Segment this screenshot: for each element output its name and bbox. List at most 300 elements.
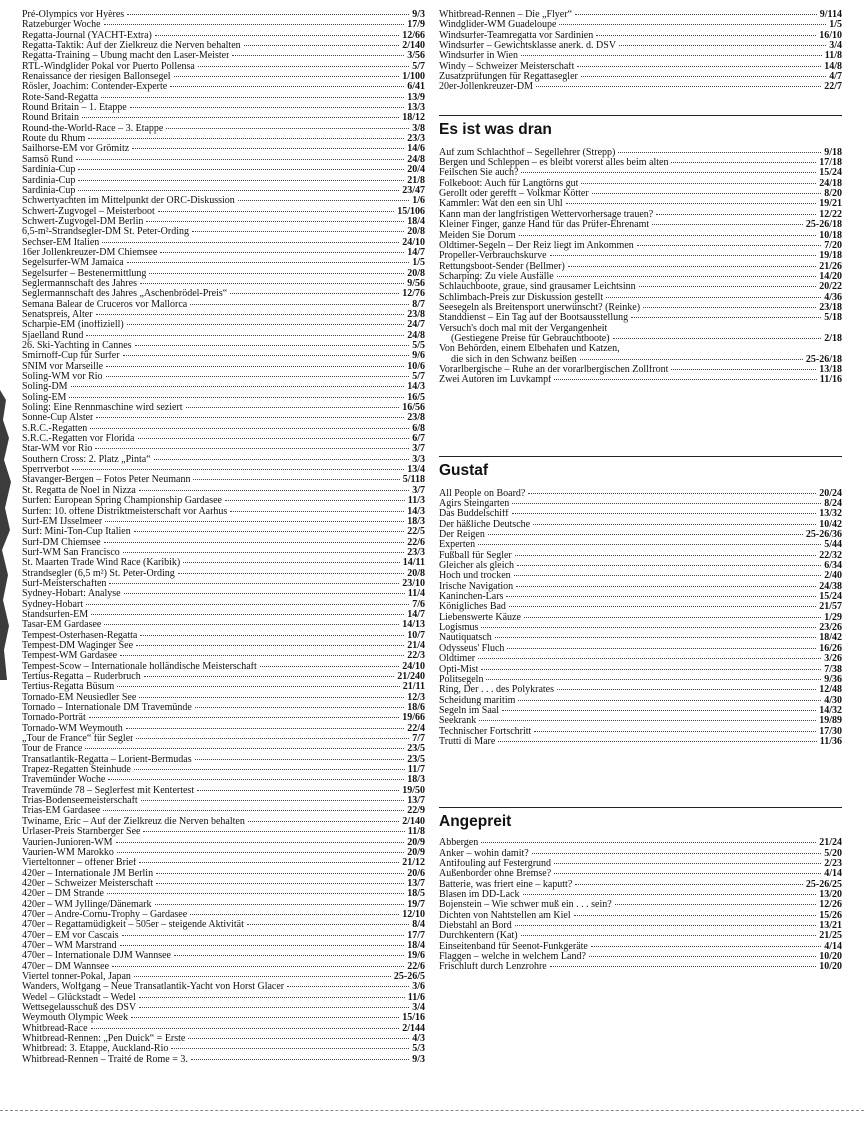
dot-leader — [134, 976, 391, 977]
issue-page-number: 21/57 — [819, 602, 842, 613]
issue-page-number: 18/6 — [407, 703, 425, 714]
index-entry — [22, 269, 425, 279]
index-entry — [439, 551, 842, 561]
index-entry — [22, 20, 425, 30]
dot-leader — [197, 790, 399, 791]
entry-title: Seekrank — [439, 716, 477, 727]
dot-leader — [592, 193, 822, 194]
dot-leader — [96, 417, 404, 418]
index-entry — [439, 272, 842, 282]
entry-title: 16er Jollenkreuzer-DM Chiemsee — [22, 247, 158, 258]
dot-leader — [174, 76, 400, 77]
issue-page-number: 3/56 — [407, 51, 425, 62]
index-entry — [439, 148, 842, 158]
dot-leader — [523, 894, 817, 895]
section-angepreit — [439, 807, 842, 972]
index-entry — [439, 20, 842, 30]
dot-leader — [89, 717, 399, 718]
dot-leader — [190, 914, 399, 915]
index-entry — [439, 644, 842, 654]
entry-title: Trapez-Regatten Steinhude — [22, 765, 131, 776]
entry-title: Tempest-WM Gardasee — [22, 651, 118, 662]
entry-title: Propeller-Verbrauchskurve — [439, 251, 547, 262]
issue-page-number: 25-26/18 — [805, 220, 842, 231]
dot-leader — [72, 469, 404, 470]
index-entry — [22, 155, 425, 165]
entry-title: Standdienst – Ein Tag auf der Bootsausstellung — [439, 313, 629, 324]
entry-title: Tour de France — [22, 744, 83, 755]
index-entry — [22, 579, 425, 589]
entry-title: Surfen: European Spring Championship Gardasee — [22, 496, 222, 507]
dot-leader — [144, 676, 395, 677]
issue-page-number: 15/16 — [402, 1013, 425, 1024]
index-entry — [22, 144, 425, 154]
dot-leader — [127, 262, 410, 263]
issue-page-number: 11/7 — [407, 765, 425, 776]
index-entry — [439, 82, 842, 92]
index-entry — [439, 262, 842, 272]
issue-page-number: 15/24 — [819, 592, 842, 603]
dot-leader — [486, 679, 821, 680]
dot-leader — [95, 448, 409, 449]
issue-page-number: 9/114 — [819, 10, 842, 20]
issue-page-number: 4/3 — [412, 1034, 425, 1045]
issue-page-number: 3/3 — [412, 454, 425, 465]
issue-page-number: 18/4 — [407, 216, 425, 227]
dot-leader — [107, 893, 404, 894]
entry-title: Rösler, Joachim: Contender-Experte — [22, 82, 168, 93]
issue-page-number: 1/6 — [412, 196, 425, 207]
dot-leader — [112, 966, 404, 967]
dot-leader — [512, 513, 817, 514]
index-entry — [22, 93, 425, 103]
entry-title: Windy – Schweizer Meisterschaft — [439, 61, 575, 72]
issue-page-number: 12/66 — [402, 30, 425, 41]
index-entry — [439, 665, 842, 675]
entry-title: Sjaelland Rund — [22, 330, 84, 341]
entry-title: Einseitenband für Seenot-Funkgeräte — [439, 941, 588, 952]
entry-title: Surf-EM IJsselmeer — [22, 516, 103, 527]
issue-page-number: 24/10 — [402, 237, 425, 248]
issue-page-number: 19/66 — [402, 713, 425, 724]
issue-page-number: 24/8 — [407, 330, 425, 341]
entry-title: Segelsurfer – Bestenermittlung — [22, 268, 147, 279]
index-entry — [439, 571, 842, 581]
dot-leader — [149, 273, 404, 274]
index-entry — [22, 806, 425, 816]
issue-page-number: 14/7 — [407, 609, 425, 620]
index-entry — [22, 1003, 425, 1013]
dot-leader — [108, 779, 404, 780]
entry-title: Von Behörden, einem Elbehafen und Katzen, — [439, 344, 620, 355]
issue-page-number: 8/20 — [824, 189, 842, 200]
entry-title: Southern Cross: 2. Platz „Pinta“ — [22, 454, 151, 465]
dot-leader — [104, 24, 405, 25]
entry-title: Rettungsboot-Sender (Bellmer) — [439, 261, 565, 272]
dot-leader — [554, 873, 821, 874]
entry-title: Windsurfer in Wien — [439, 51, 518, 62]
entry-title: Tornado-WM Weymouth — [22, 723, 123, 734]
dot-leader — [123, 355, 410, 356]
dot-leader — [481, 669, 821, 670]
entry-title: Schlimbach-Preis zur Diskussion gestellt — [439, 292, 604, 303]
issue-page-number: 23/5 — [407, 754, 425, 765]
index-entry — [22, 713, 425, 723]
dot-leader — [515, 555, 816, 556]
issue-page-number: 6/41 — [407, 82, 425, 93]
section-list — [439, 838, 842, 972]
dot-leader — [615, 904, 817, 905]
index-entry — [22, 486, 425, 496]
entry-title: Twiname, Eric – Auf der Zielkreuz die Nerven behalten — [22, 816, 245, 827]
entry-title: Surfen: 10. offene Distriktmeisterschaft vor Aarhus — [22, 506, 228, 517]
index-entry — [22, 196, 425, 206]
index-entry — [439, 849, 842, 859]
index-entry — [22, 693, 425, 703]
issue-page-number: 21/4 — [407, 640, 425, 651]
entry-title: S.R.C.-Regatten — [22, 423, 88, 434]
index-entry — [439, 375, 842, 385]
dot-leader — [637, 245, 821, 246]
issue-page-number: 20/6 — [407, 868, 425, 879]
index-entry — [22, 641, 425, 651]
index-entry — [439, 706, 842, 716]
entry-title: Viertel tonner-Pokal, Japan — [22, 971, 131, 982]
index-entry — [22, 631, 425, 641]
index-entry — [22, 413, 425, 423]
dot-leader — [512, 503, 821, 504]
entry-title: Regatta-Taktik: Auf der Zielkreuz die Nerven behalten — [22, 41, 241, 52]
dot-leader — [91, 1028, 400, 1029]
issue-page-number: 21/240 — [397, 672, 425, 682]
entry-title: Außenborder ohne Bremse? — [439, 869, 552, 880]
entry-title: Batterie, was friert eine – kaputt? — [439, 879, 573, 890]
dot-leader — [502, 710, 816, 711]
dot-leader — [478, 658, 821, 659]
dot-leader — [174, 955, 404, 956]
issue-page-number: 24/18 — [819, 178, 842, 189]
entry-title: Sydney-Hobart — [22, 599, 84, 610]
index-entry — [22, 51, 425, 61]
dot-leader — [532, 853, 822, 854]
entry-title: 420er – WM Jyllinge/Dänemark — [22, 899, 152, 910]
issue-page-number: 9/6 — [412, 351, 425, 362]
entry-title: Whitbread: 3. Etappe, Auckland-Rio — [22, 1044, 169, 1055]
issue-page-number: 20/8 — [407, 268, 425, 279]
dot-leader — [90, 428, 409, 429]
entry-title: Round Britain — [22, 113, 79, 124]
issue-page-number: 6/34 — [824, 561, 842, 572]
issue-page-number: 18/4 — [407, 940, 425, 951]
issue-page-number: 14/6 — [407, 144, 425, 155]
entry-title: Diebstahl an Bord — [439, 921, 512, 931]
index-entry — [22, 703, 425, 713]
index-entry — [22, 403, 425, 413]
issue-page-number: 15/106 — [397, 206, 425, 217]
index-entry — [439, 179, 842, 189]
index-entry — [22, 951, 425, 961]
entry-title: 470er – WM Marstrand — [22, 940, 117, 951]
issue-page-number: 14/20 — [819, 271, 842, 282]
issue-page-number: 24/10 — [402, 661, 425, 672]
index-entry — [22, 941, 425, 951]
dot-leader — [631, 317, 821, 318]
entry-title: Ägirs Steingarten — [439, 499, 510, 509]
entry-title: Schlauchboote, graue, sind grausamer Leichtsinn — [439, 282, 636, 293]
dot-leader — [116, 842, 405, 843]
dot-leader — [120, 945, 405, 946]
dot-leader — [69, 397, 404, 398]
entry-title: Strandsegler (6,5 m²) St. Peter-Ording — [22, 568, 175, 579]
index-entry — [439, 880, 842, 890]
entry-title: Transatlantik-Regatta – Lorient-Bermudas — [22, 754, 192, 765]
dot-leader — [506, 596, 816, 597]
right-index-column — [439, 10, 842, 973]
dot-leader — [139, 490, 409, 491]
index-entry — [439, 293, 842, 303]
dot-leader — [138, 438, 410, 439]
dot-leader — [618, 152, 821, 153]
issue-page-number: 13/20 — [819, 889, 842, 900]
issue-page-number: 24/7 — [407, 320, 425, 331]
dot-leader — [517, 565, 821, 566]
entry-title: Trutti di Mare — [439, 736, 496, 747]
dot-leader — [536, 86, 821, 87]
dot-leader — [574, 915, 817, 916]
index-entry — [22, 1055, 425, 1065]
entry-title: Whitbread-Race — [22, 1023, 88, 1034]
issue-page-number: 13/32 — [819, 509, 842, 520]
issue-page-number: 13/9 — [407, 92, 425, 103]
entry-title: Vierteltonner – offener Brief — [22, 858, 137, 869]
section-rule — [439, 115, 842, 116]
issue-page-number: 9/3 — [412, 10, 425, 20]
dot-leader — [557, 689, 816, 690]
entry-title: Tertius-Regatta – Ruderbruch — [22, 672, 141, 682]
entry-title: Surf-DM Chiemsee — [22, 537, 101, 548]
dot-leader — [155, 35, 399, 36]
dot-leader — [230, 511, 404, 512]
index-entry — [439, 592, 842, 602]
index-entry — [22, 848, 425, 858]
index-entry — [22, 300, 425, 310]
issue-page-number: 4/7 — [829, 72, 842, 83]
index-entry — [22, 538, 425, 548]
issue-page-number: 8/24 — [824, 499, 842, 509]
index-entry — [22, 103, 425, 113]
dot-leader — [575, 884, 803, 885]
index-entry — [439, 220, 842, 230]
index-entry — [439, 31, 842, 41]
entry-title: Schwert-Zugvogel – Meisterboot — [22, 206, 155, 217]
dot-leader — [76, 159, 404, 160]
dot-leader — [550, 255, 817, 256]
entry-title: Königliches Bad — [439, 602, 506, 613]
entry-title: Anker – wohin damit? — [439, 848, 529, 859]
dot-leader — [495, 637, 816, 638]
issue-page-number: 3/6 — [412, 982, 425, 993]
index-entry — [439, 189, 842, 199]
index-entry — [22, 879, 425, 889]
issue-page-number: 18/42 — [819, 633, 842, 644]
entry-title: Wettsegelausschuß des DSV — [22, 1003, 137, 1013]
dot-leader — [183, 562, 399, 563]
issue-page-number: 9/18 — [824, 147, 842, 158]
index-entry — [22, 444, 425, 454]
index-entry — [22, 1044, 425, 1054]
dot-leader — [528, 493, 816, 494]
entry-title: Tasar-EM Gardasee — [22, 620, 102, 631]
entry-title: Sonne-Cup Alster — [22, 413, 94, 424]
entry-title: Kleiner Finger, ganze Hand für das Prüfer-Ehrenamt — [439, 220, 650, 231]
dot-leader — [652, 224, 803, 225]
entry-title: „Tour de France“ für Segler — [22, 734, 134, 745]
dot-leader — [122, 935, 405, 936]
issue-page-number: 14/3 — [407, 382, 425, 393]
issue-page-number: 14/11 — [402, 558, 425, 569]
index-entry — [22, 838, 425, 848]
index-entry — [439, 931, 842, 941]
index-entry — [22, 279, 425, 289]
issue-page-number: 20/8 — [407, 227, 425, 238]
entry-title: Soling-WM vor Rio — [22, 372, 103, 383]
index-entry — [439, 520, 842, 530]
section-rule — [439, 807, 842, 808]
dot-leader — [589, 956, 816, 957]
index-entry — [22, 662, 425, 672]
dot-leader — [568, 266, 816, 267]
dot-leader — [158, 211, 394, 212]
index-entry — [22, 341, 425, 351]
dot-leader — [514, 575, 822, 576]
index-entry — [22, 434, 425, 444]
entry-title: Frischluft durch Lenzrohre — [439, 962, 547, 973]
entry-title: Segelsurfer-WM Jamaica — [22, 258, 124, 269]
entry-title: Irische Navigation — [439, 581, 514, 592]
dot-leader — [643, 307, 816, 308]
dot-leader — [139, 1007, 409, 1008]
index-entry — [439, 633, 842, 643]
index-entry — [22, 796, 425, 806]
issue-page-number: 21/8 — [407, 175, 425, 186]
entry-title: Semana Balear de Cruceros vor Mallorca — [22, 299, 188, 310]
index-entry — [439, 952, 842, 962]
issue-page-number: 12/22 — [819, 209, 842, 220]
issue-page-number: 13/7 — [407, 878, 425, 889]
dot-leader — [132, 148, 404, 149]
issue-page-number: 1/29 — [824, 612, 842, 623]
dot-leader — [106, 376, 410, 377]
entry-title: Logismus — [439, 623, 479, 634]
dot-leader — [136, 738, 409, 739]
dot-leader — [515, 925, 816, 926]
index-entry — [439, 900, 842, 910]
index-entry — [439, 859, 842, 869]
issue-page-number: 19/50 — [402, 785, 425, 796]
issue-page-number: 12/3 — [407, 692, 425, 703]
index-entry — [22, 620, 425, 630]
entry-title: Oldtimer-Segeln – Der Reiz liegt im Ankommen — [439, 240, 634, 251]
dot-leader — [656, 214, 816, 215]
entry-title: Hoch und trocken — [439, 571, 511, 582]
dot-leader — [521, 172, 816, 173]
issue-page-number: 13/18 — [819, 364, 842, 375]
index-entry — [22, 31, 425, 41]
entry-title: Sardinia-Cup — [22, 165, 76, 176]
entry-title: Kann man der langfristigen Wettervorhersage trauen? — [439, 209, 654, 220]
entry-title: Surf: Mini-Ton-Cup Italien — [22, 527, 131, 538]
issue-page-number: 7/20 — [824, 240, 842, 251]
issue-page-number: 13/4 — [407, 465, 425, 476]
dot-leader — [91, 614, 404, 615]
index-entry — [22, 176, 425, 186]
entry-title: Travemünde 78 – Seglerfest mit Kentertest — [22, 785, 195, 796]
issue-page-number: 2/140 — [402, 816, 425, 827]
entry-title: Meiden Sie Dorum — [439, 230, 516, 241]
index-entry — [439, 499, 842, 509]
index-entry — [439, 41, 842, 51]
index-entry — [22, 600, 425, 610]
dot-leader — [192, 231, 404, 232]
entry-title: Kammler: Wat den een sin Uhl — [439, 199, 563, 210]
entry-title: Route du Rhum — [22, 134, 86, 145]
issue-page-number: 10/6 — [407, 361, 425, 372]
entry-title: Scharpie-EM (inoffiziell) — [22, 320, 124, 331]
issue-page-number: 23/8 — [407, 413, 425, 424]
dot-leader — [85, 748, 404, 749]
dot-leader — [488, 534, 803, 535]
issue-page-number: 4/30 — [824, 695, 842, 706]
issue-page-number: 15/26 — [819, 910, 842, 921]
issue-page-number: 9/36 — [824, 674, 842, 685]
index-entry — [439, 324, 842, 334]
issue-page-number: 16/5 — [407, 392, 425, 403]
issue-page-number: 19/6 — [407, 951, 425, 962]
entry-title: Smirnoff-Cup für Surfer — [22, 351, 120, 362]
index-entry — [439, 654, 842, 664]
index-entry — [439, 72, 842, 82]
issue-page-number: 1/5 — [829, 20, 842, 31]
dot-leader — [195, 707, 404, 708]
dot-leader — [481, 627, 816, 628]
issue-page-number: 5/5 — [412, 341, 425, 351]
entry-title: Schwert-Zugvogel-DM Berlin — [22, 216, 144, 227]
dot-leader — [126, 728, 404, 729]
entry-title: Odysseus' Fluch — [439, 643, 505, 654]
index-entry — [22, 651, 425, 661]
issue-page-number: 10/20 — [819, 952, 842, 963]
entry-title: Vaurien-Junioren-WM — [22, 837, 113, 848]
issue-page-number: 18/5 — [407, 889, 425, 900]
issue-page-number: 14/13 — [402, 620, 425, 631]
dot-leader — [478, 544, 821, 545]
entry-title: Tertius-Regatta Büsum — [22, 682, 115, 693]
entry-title: Kaninchen-Lars — [439, 592, 504, 603]
dot-leader — [178, 573, 404, 574]
index-entry — [22, 982, 425, 992]
entry-title: Versuch's doch mal mit der Vergangenheit — [439, 323, 608, 334]
index-entry — [22, 207, 425, 217]
issue-page-number: 1/100 — [402, 72, 425, 83]
dot-leader — [498, 741, 816, 742]
issue-page-number: 22/7 — [824, 82, 842, 93]
index-entry — [439, 911, 842, 921]
dot-leader — [130, 107, 405, 108]
index-entry — [439, 241, 842, 251]
issue-page-number: 5/7 — [412, 61, 425, 72]
entry-title: Pré-Olympics vor Hyères — [22, 10, 125, 20]
issue-page-number: 10/18 — [819, 230, 842, 241]
